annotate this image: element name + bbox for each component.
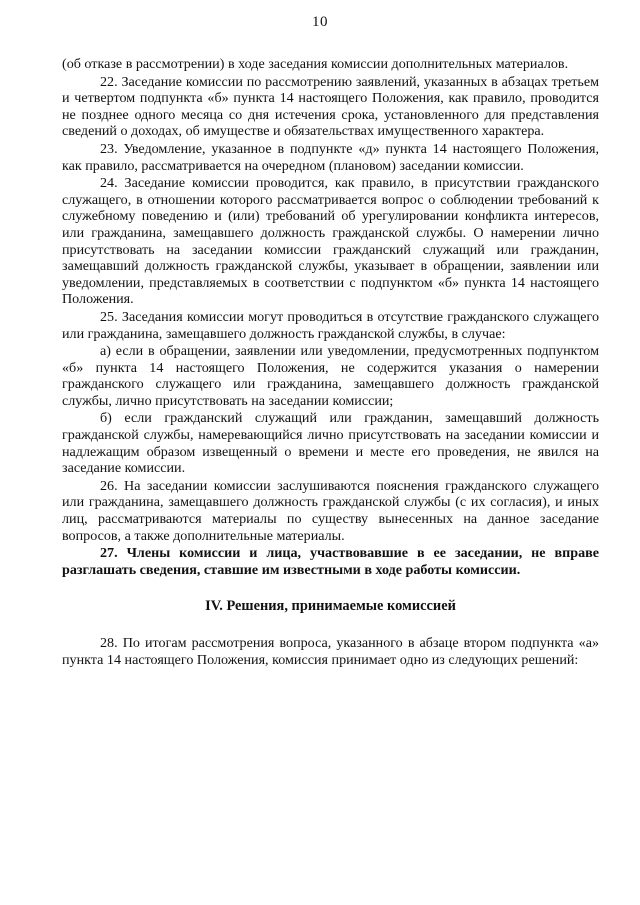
page-number: 10 [312,14,328,30]
section-heading: IV. Решения, принимаемые комиссией [205,598,456,615]
paragraph-24: 24. Заседание комиссии проводится, как правило, в присутствии гражданского служащего, в отношении которого рассматривается вопрос о соблюдении требований к служебному поведению и (или) требований об урегулировании конфликта интересов, или гражданина, замещавшего должность гражданской службы. О намерении лично присутствовать на заседании комиссии гражданский служащий или гражданин, замещавший должность гражданской службы, указывает в обращении, заявлении или уведомлении, представляемых в соответствии с подпунктом «б» пункта 14 настоящего Положения. [62,175,599,308]
paragraph-28: 28. По итогам рассмотрения вопроса, указанного в абзаце втором подпункта «а» пункта 14 настоящего Положения, комиссия принимает одно из следующих решений: [62,635,599,668]
paragraph-25: 25. Заседания комиссии могут проводиться в отсутствие гражданского служащего или гражданина, замещавшего должность гражданской службы, в случае: [62,308,599,342]
paragraph-25-a: а) если в обращении, заявлении или уведомлении, предусмотренных подпунктом «б» пункта 14 настоящего Положения, не содержится указания о намерении гражданского служащего или гражданина, замещавшего должность гражданской службы, лично присутствовать на заседании комиссии; [62,343,599,409]
document-body [62,56,599,668]
paragraph-continuation: (об отказе в рассмотрении) в ходе заседания комиссии дополнительных материалов. [62,56,569,72]
paragraph-26: 26. На заседании комиссии заслушиваются пояснения гражданского служащего или гражданина, замещавшего должность гражданской службы (с их согласия), и иных лиц, рассматриваются материалы по существу вынесенных на данное заседание вопросов, а также дополнительные материалы. [62,477,599,544]
paragraph-22: 22. Заседание комиссии по рассмотрению заявлений, указанных в абзацах третьем и четвертом подпункта «б» пункта 14 настоящего Положения, как правило, проводится не позднее одного месяца со дня истечения срока, установленного для представления сведений о доходах, об имуществе и обязательствах имущественного характера. [62,73,599,140]
paragraph-27: 27. Члены комиссии и лица, участвовавшие в ее заседании, не вправе разглашать сведения, ставшие им известными в ходе работы комиссии. [62,545,599,578]
paragraph-25-b: б) если гражданский служащий или гражданин, замещавший должность гражданской службы, намеревающийся лично присутствовать на заседании комиссии и надлежащим образом извещенный о времени и месте его проведения, не явился на заседание комиссии. [62,410,599,477]
paragraph-23: 23. Уведомление, указанное в подпункте «д» пункта 14 настоящего Положения, как правило, рассматривается на очередном (плановом) заседании комиссии. [62,140,599,174]
